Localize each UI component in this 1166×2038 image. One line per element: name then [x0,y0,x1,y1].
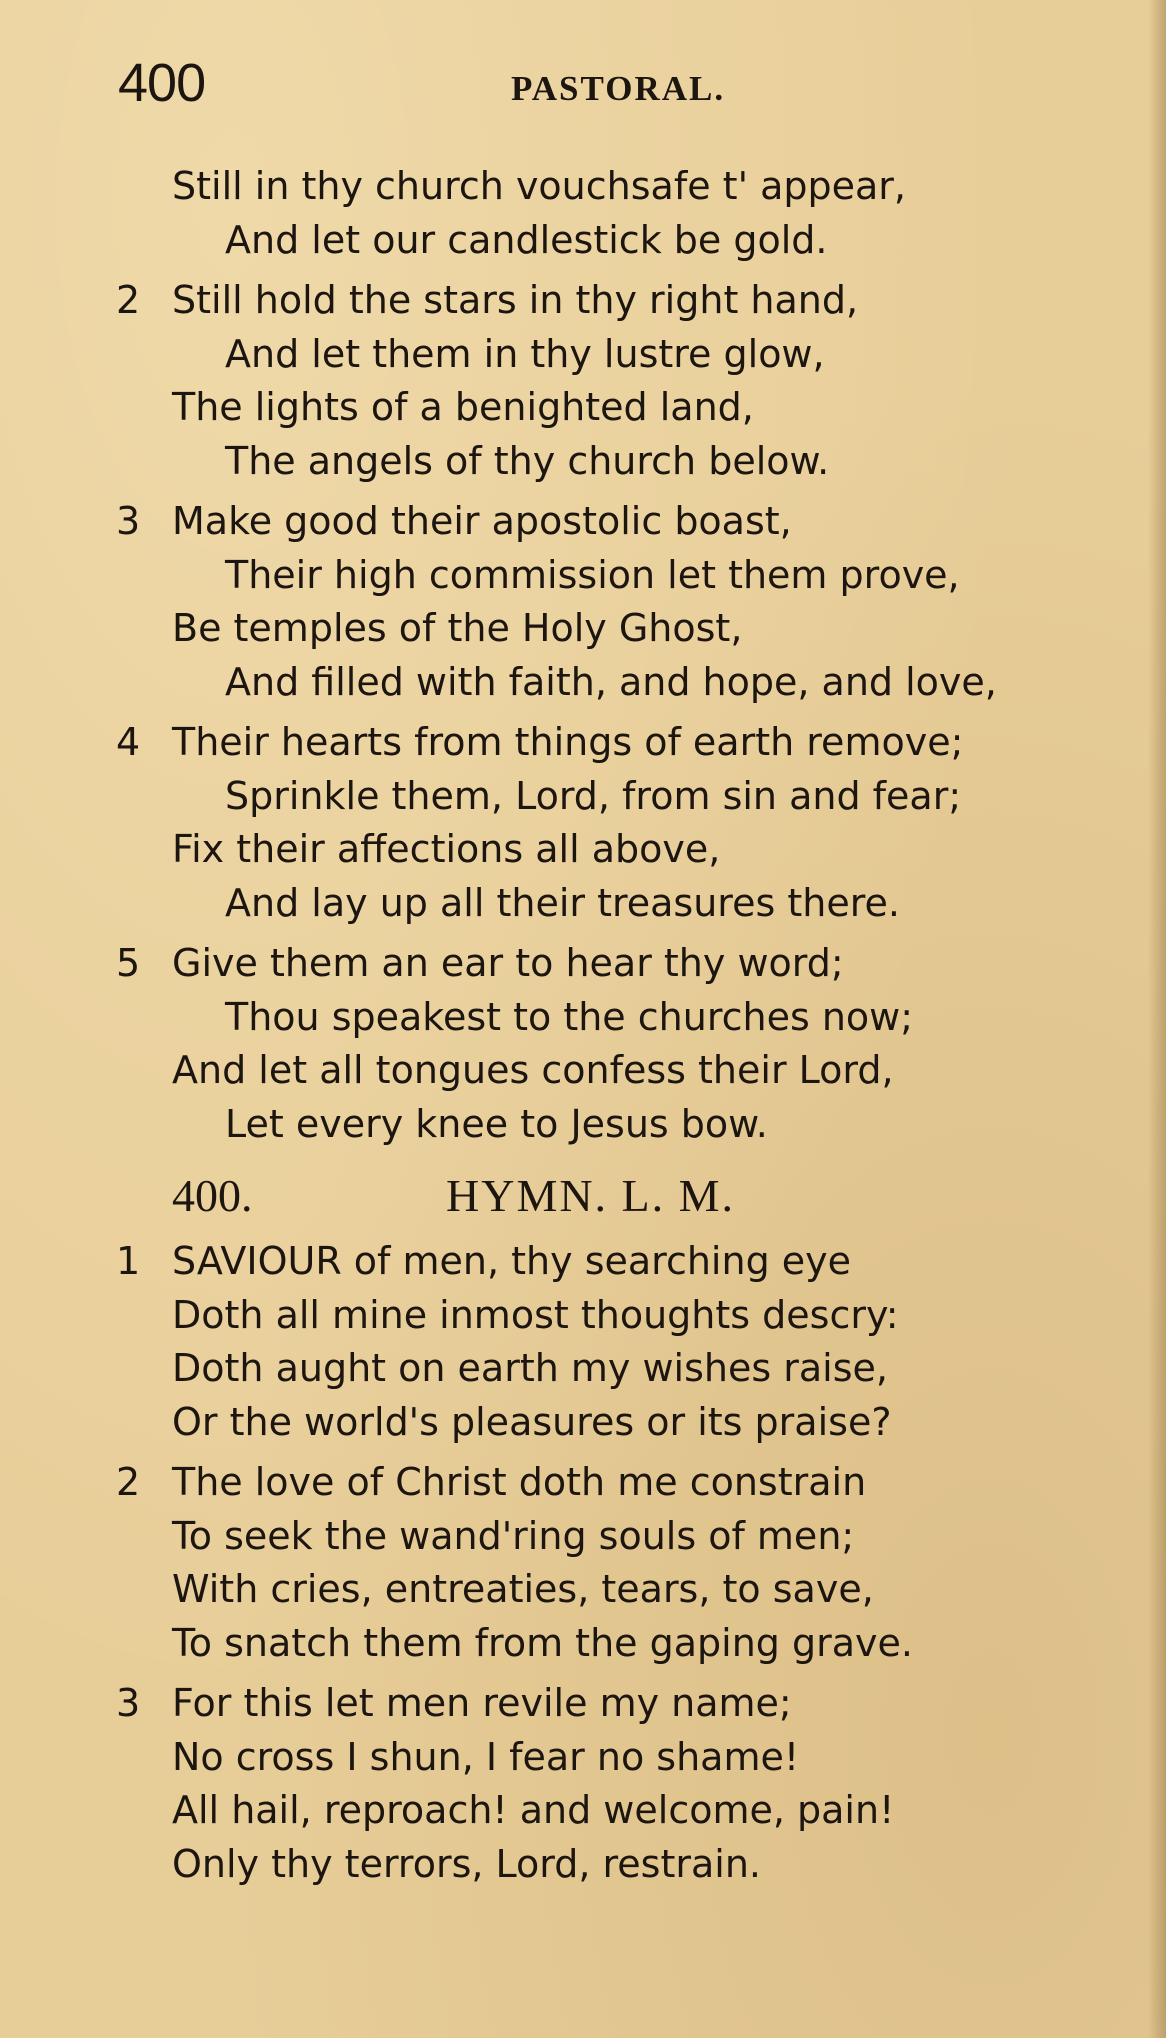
hymn-title: HYMN. L. M. [446,1170,736,1221]
verse-line: Thou speakest to the churches now; [225,994,914,1039]
verse-line: Doth aught on earth my wishes raise, [172,1346,888,1390]
verse-line: 2 The love of Christ doth me constrain [0,1456,1166,1510]
verse-line: And lay up all their treasures there. [225,880,900,925]
verse-line: Let every knee to Jesus bow. [225,1101,768,1146]
verse-line: 3 Make good their apostolic boast, [0,495,1166,549]
stanza-number: 3 [116,1681,141,1725]
verse-line: To seek the wand'ring souls of men; [172,1513,855,1558]
verse-line: 4 Their hearts from things of earth remove; [0,716,1166,770]
hymn-heading [0,1151,1166,1235]
hymn-number: 400. [172,1170,253,1221]
verse-line: And let our candlestick be gold. [225,217,828,262]
stanza-number: 2 [116,1460,141,1504]
verse-line: And filled with faith, and hope, and love, [225,659,997,704]
verse-line: Or the world's pleasures or its praise? [172,1399,892,1444]
verse-line: 3 For this let men revile my name; [0,1677,1166,1731]
verse-line: To snatch them from the gaping grave. [172,1620,913,1665]
page-body [0,160,1166,1891]
stanza-number: 1 [116,1239,141,1283]
verse-line: 1 SAVIOUR of men, thy searching eye [0,1235,1166,1289]
verse-line: Fix their affections all above, [172,827,721,871]
verse-line: 2 Still hold the stars in thy right hand, [0,274,1166,328]
verse-line: Doth all mine inmost thoughts descry: [172,1292,899,1337]
verse-line: No cross I shun, I fear no shame! [172,1734,800,1779]
verse-line: Be temples of the Holy Ghost, [172,606,743,650]
page-header [118,52,1126,122]
verse-line: All hail, reproach! and welcome, pain! [172,1788,895,1832]
verse-line: The angels of thy church below. [225,438,830,483]
verse-line: Still in thy church vouchsafe t' appear, [172,164,906,208]
verse-line: Only thy terrors, Lord, restrain. [172,1841,761,1886]
verse-line: And let them in thy lustre glow, [225,331,825,376]
page-number: 400 [118,53,206,113]
verse-line: And let all tongues confess their Lord, [172,1048,894,1092]
verse-line: 5 Give them an ear to hear thy word; [0,937,1166,991]
stanza-number: 4 [116,720,141,764]
verse-line: Their high commission let them prove, [225,552,960,597]
stanza-number: 3 [116,499,141,543]
running-head: PASTORAL. [511,69,726,108]
stanza-number: 2 [116,278,141,322]
verse-line: With cries, entreaties, tears, to save, [172,1567,874,1611]
verse-line: The lights of a benighted land, [172,385,754,429]
verse-line: Sprinkle them, Lord, from sin and fear; [225,773,962,818]
stanza-number: 5 [116,941,141,985]
